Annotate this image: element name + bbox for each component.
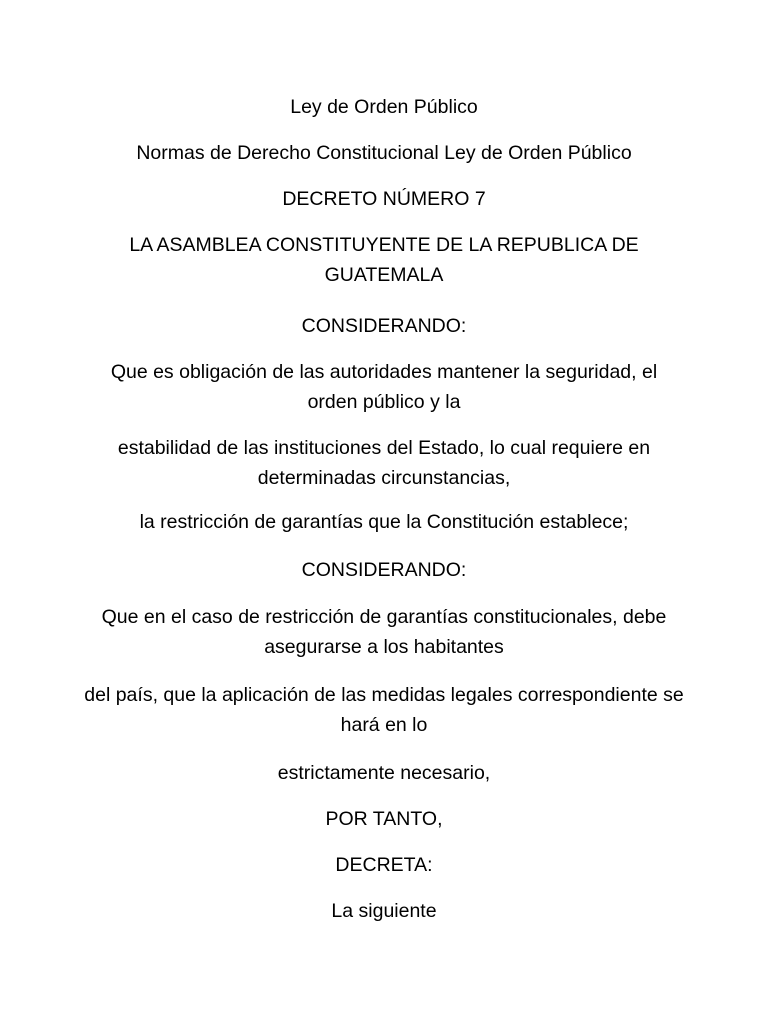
closing-line: La siguiente <box>331 900 437 922</box>
paragraph: estabilidad de las instituciones del Estado, lo cual requiere en determinadas circunstancias, <box>117 437 651 489</box>
assembly-heading: LA ASAMBLEA CONSTITUYENTE DE LA REPUBLICA DE GUATEMALA <box>129 234 639 286</box>
paragraph: Que en el caso de restricción de garantías constitucionales, debe asegurarse a los habitantes <box>101 606 667 658</box>
considerando-heading: CONSIDERANDO: <box>301 559 467 581</box>
paragraph: la restricción de garantías que la Constitución establece; <box>139 511 629 533</box>
paragraph: estrictamente necesario, <box>277 762 491 784</box>
decreta-heading: DECRETA: <box>335 854 433 876</box>
paragraph: Que es obligación de las autoridades mantener la seguridad, el orden público y la <box>110 361 658 413</box>
por-tanto-heading: POR TANTO, <box>325 808 443 830</box>
considerando-heading: CONSIDERANDO: <box>301 315 467 337</box>
document-subtitle: Normas de Derecho Constitucional Ley de Orden Público <box>136 142 632 164</box>
paragraph: del país, que la aplicación de las medidas legales correspondiente se hará en lo <box>84 684 684 736</box>
decree-number: DECRETO NÚMERO 7 <box>282 188 486 210</box>
document-title: Ley de Orden Público <box>290 96 478 118</box>
